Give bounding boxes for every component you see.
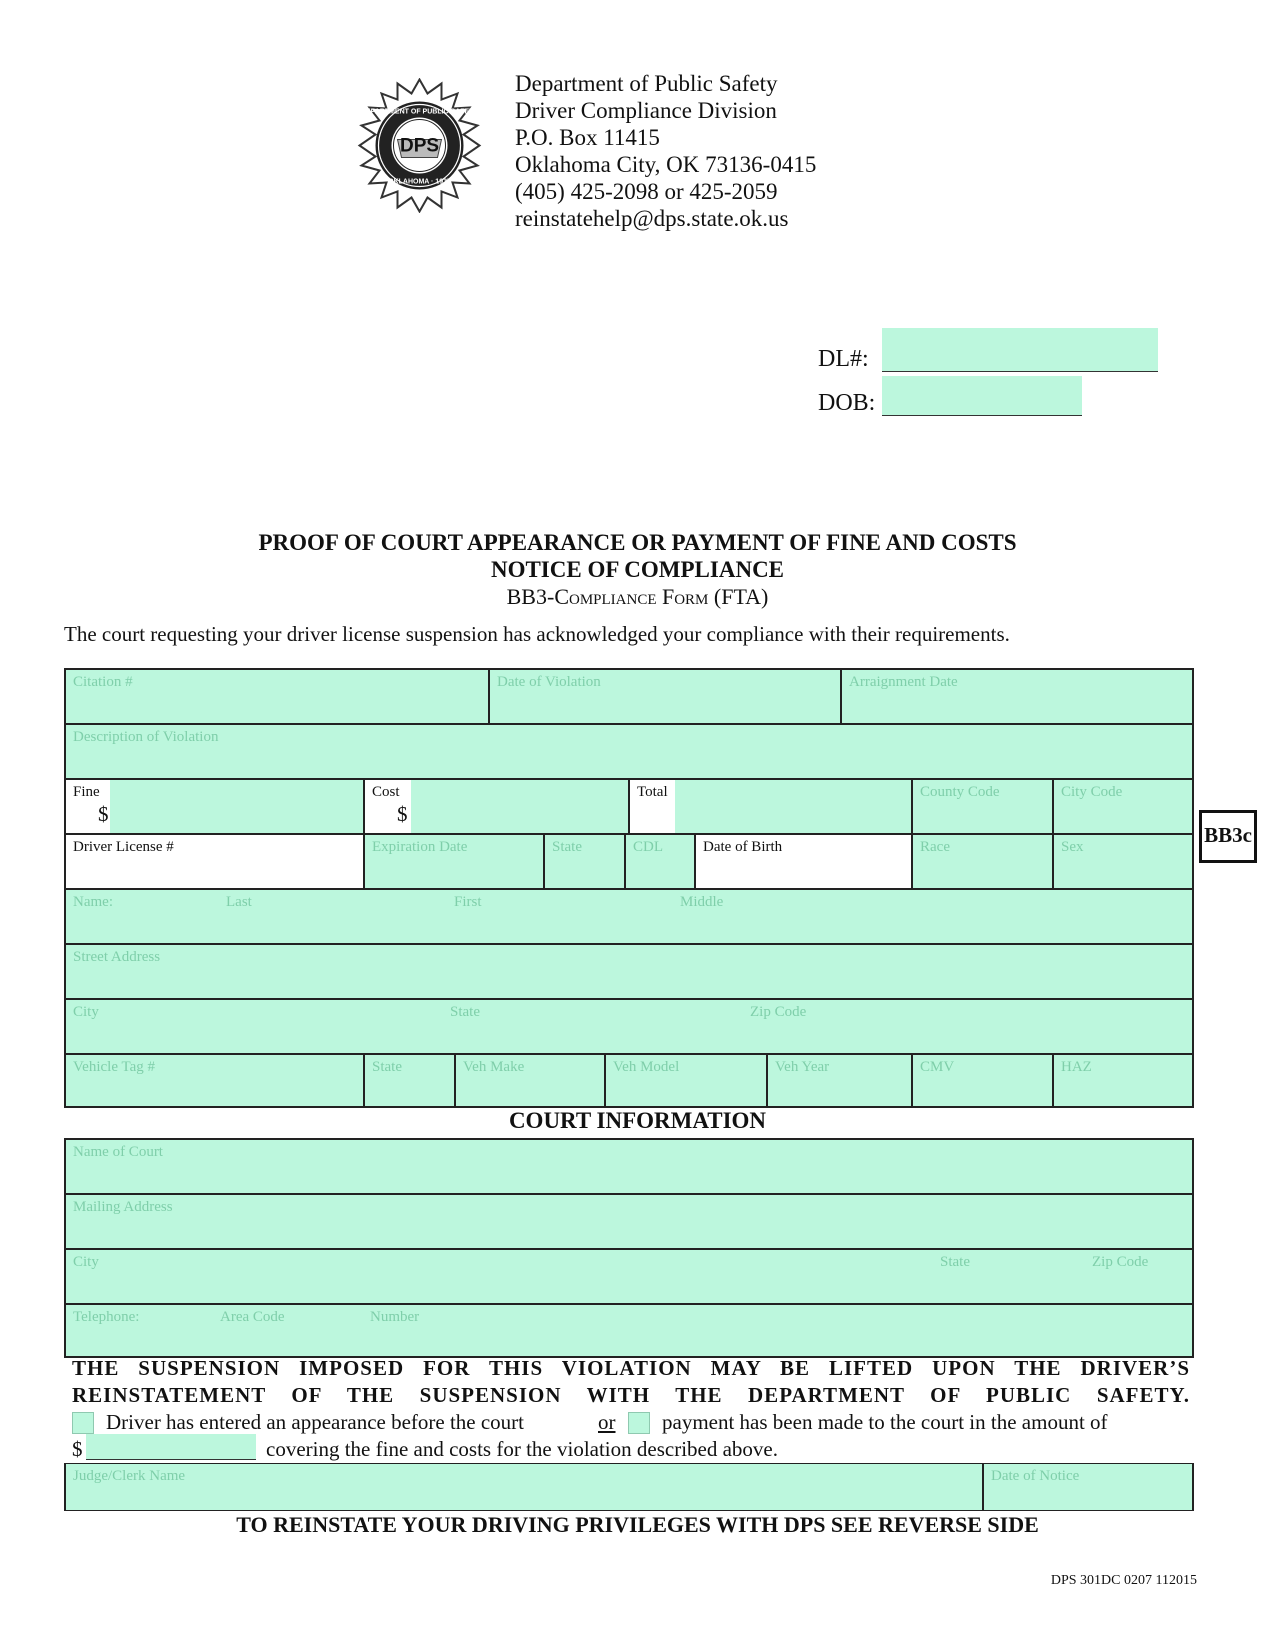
cdl-label: CDL (633, 839, 663, 855)
vehicle-state-label: State (372, 1059, 402, 1075)
form-name (0, 584, 1275, 610)
city-state-zip-field[interactable] (66, 1000, 1192, 1055)
suspension-notice-line2: REINSTATEMENT OF THE SUSPENSION WITH THE DEPARTMENT OF PUBLIC SAFETY. (72, 1383, 1190, 1407)
veh-year-label: Veh Year (775, 1059, 830, 1075)
svg-text:DEPARTMENT OF PUBLIC SAFETY: DEPARTMENT OF PUBLIC SAFETY (360, 108, 479, 116)
fine-currency: $ (98, 802, 109, 826)
license-state-field[interactable] (545, 835, 626, 890)
cmv-field[interactable] (913, 1055, 1054, 1106)
veh-make-field[interactable] (456, 1055, 606, 1106)
arraignment-date-field[interactable] (842, 670, 1192, 725)
total-cell (630, 780, 913, 835)
date-of-birth-label: Date of Birth (703, 839, 783, 855)
fine-cell (66, 780, 365, 835)
judge-clerk-name-field[interactable] (66, 1464, 984, 1510)
middle-name-label: Middle (680, 894, 724, 910)
county-code-field[interactable] (913, 780, 1054, 835)
court-information-heading: COURT INFORMATION (508, 1108, 767, 1133)
phone-number-label: Number (370, 1309, 420, 1325)
driver-license-cell[interactable] (66, 835, 365, 890)
name-of-court-field[interactable] (66, 1140, 1192, 1195)
description-field[interactable] (66, 725, 1192, 780)
license-state-label: State (552, 839, 582, 855)
judge-grid (64, 1463, 1194, 1511)
covering-text: covering the fine and costs for the violation described above. (266, 1437, 778, 1461)
date-of-birth-cell[interactable] (696, 835, 913, 890)
county-code-label: County Code (920, 784, 1000, 800)
city-code-field[interactable] (1054, 780, 1192, 835)
last-name-label: Last (226, 894, 252, 910)
dob-field[interactable] (882, 376, 1082, 416)
dps-seal-logo (352, 78, 487, 213)
cdl-field[interactable] (626, 835, 696, 890)
form-name-suffix: (FTA) (708, 584, 769, 609)
veh-year-field[interactable] (768, 1055, 913, 1106)
street-address-label: Street Address (73, 949, 161, 965)
dl-number-field[interactable] (882, 328, 1158, 372)
address-line: P.O. Box 11415 (515, 125, 660, 150)
form-number: DPS 301DC 0207 112015 (1050, 1573, 1197, 1588)
address-line: Department of Public Safety (515, 71, 778, 96)
date-of-notice-label: Date of Notice (991, 1468, 1080, 1484)
form-version-tag: BB3c (1199, 810, 1257, 863)
form-subtitle: NOTICE OF COMPLIANCE (490, 557, 785, 582)
telephone-label: Telephone: (73, 1309, 140, 1325)
name-label: Name: (73, 894, 113, 910)
citation-field[interactable] (66, 670, 490, 725)
dl-label: DL#: (818, 346, 869, 372)
court-zip-code-label: Zip Code (1092, 1254, 1149, 1270)
date-of-violation-label: Date of Violation (497, 674, 601, 690)
name-of-court-label: Name of Court (73, 1144, 163, 1160)
race-field[interactable] (913, 835, 1054, 890)
address-line: (405) 425-2098 or 425-2059 (515, 179, 778, 204)
mailing-address-field[interactable] (66, 1195, 1192, 1250)
state-label: State (450, 1004, 480, 1020)
court-city-state-zip-field[interactable] (66, 1250, 1192, 1305)
fine-field[interactable] (110, 780, 363, 833)
court-grid (64, 1138, 1194, 1358)
zip-code-label: Zip Code (750, 1004, 807, 1020)
court-state-label: State (940, 1254, 970, 1270)
vehicle-state-field[interactable] (365, 1055, 456, 1106)
cost-label: Cost (372, 784, 400, 800)
intro-text: The court requesting your driver license suspension has acknowledged your compliance with their requirements. (64, 622, 1010, 646)
expiration-date-label: Expiration Date (372, 839, 468, 855)
svg-text:DPS: DPS (399, 135, 440, 157)
payment-text: payment has been made to the court in the amount of (662, 1410, 1108, 1434)
cost-cell (365, 780, 630, 835)
expiration-date-field[interactable] (365, 835, 545, 890)
total-label: Total (637, 784, 668, 800)
vehicle-tag-field[interactable] (66, 1055, 365, 1106)
sex-label: Sex (1061, 839, 1084, 855)
appearance-checkbox[interactable] (72, 1412, 94, 1434)
cost-currency: $ (397, 802, 408, 826)
telephone-field[interactable] (66, 1305, 1192, 1356)
sex-field[interactable] (1054, 835, 1192, 890)
form-name-caps: Compliance Form (554, 584, 709, 609)
mailing-address-label: Mailing Address (73, 1199, 173, 1215)
court-city-label: City (73, 1254, 99, 1270)
or-text: or (598, 1410, 616, 1434)
violation-grid (64, 668, 1194, 1108)
payment-amount-field[interactable] (86, 1434, 256, 1460)
agency-address (515, 70, 816, 232)
haz-field[interactable] (1054, 1055, 1192, 1106)
judge-clerk-name-label: Judge/Clerk Name (73, 1468, 186, 1484)
email-address: reinstatehelp@dps.state.ok.us (515, 206, 789, 231)
haz-label: HAZ (1061, 1059, 1092, 1075)
address-line: Driver Compliance Division (515, 98, 777, 123)
race-label: Race (920, 839, 950, 855)
payment-checkbox[interactable] (628, 1412, 650, 1434)
vehicle-tag-label: Vehicle Tag # (73, 1059, 155, 1075)
veh-make-label: Veh Make (463, 1059, 525, 1075)
form-title: PROOF OF COURT APPEARANCE OR PAYMENT OF FINE AND COSTS (258, 530, 1017, 555)
description-label: Description of Violation (73, 729, 219, 745)
arraignment-date-label: Arraignment Date (849, 674, 958, 690)
veh-model-label: Veh Model (613, 1059, 680, 1075)
appearance-text: Driver has entered an appearance before the court (106, 1410, 525, 1434)
date-of-notice-field[interactable] (984, 1464, 1192, 1510)
area-code-label: Area Code (220, 1309, 285, 1325)
reinstate-footer: TO REINSTATE YOUR DRIVING PRIVILEGES WITH DPS SEE REVERSE SIDE (236, 1512, 1039, 1537)
city-code-label: City Code (1061, 784, 1123, 800)
citation-label: Citation # (73, 674, 133, 690)
dob-label: DOB: (818, 390, 876, 416)
veh-model-field[interactable] (606, 1055, 768, 1106)
fine-label: Fine (73, 784, 100, 800)
driver-license-label: Driver License # (73, 839, 174, 855)
address-line: Oklahoma City, OK 73136-0415 (515, 152, 817, 177)
svg-text:OKLAHOMA · 1937: OKLAHOMA · 1937 (388, 178, 451, 186)
name-field[interactable] (66, 890, 1192, 945)
amount-currency: $ (72, 1437, 83, 1461)
total-field[interactable] (675, 780, 911, 833)
street-address-field[interactable] (66, 945, 1192, 1000)
cost-field[interactable] (411, 780, 628, 833)
suspension-notice-line1: THE SUSPENSION IMPOSED FOR THIS VIOLATION MAY BE LIFTED UPON THE DRIVER’S (72, 1356, 1190, 1380)
city-label: City (73, 1004, 99, 1020)
form-name-prefix: BB3- (506, 584, 555, 609)
first-name-label: First (454, 894, 482, 910)
cmv-label: CMV (920, 1059, 955, 1075)
date-of-violation-field[interactable] (490, 670, 842, 725)
